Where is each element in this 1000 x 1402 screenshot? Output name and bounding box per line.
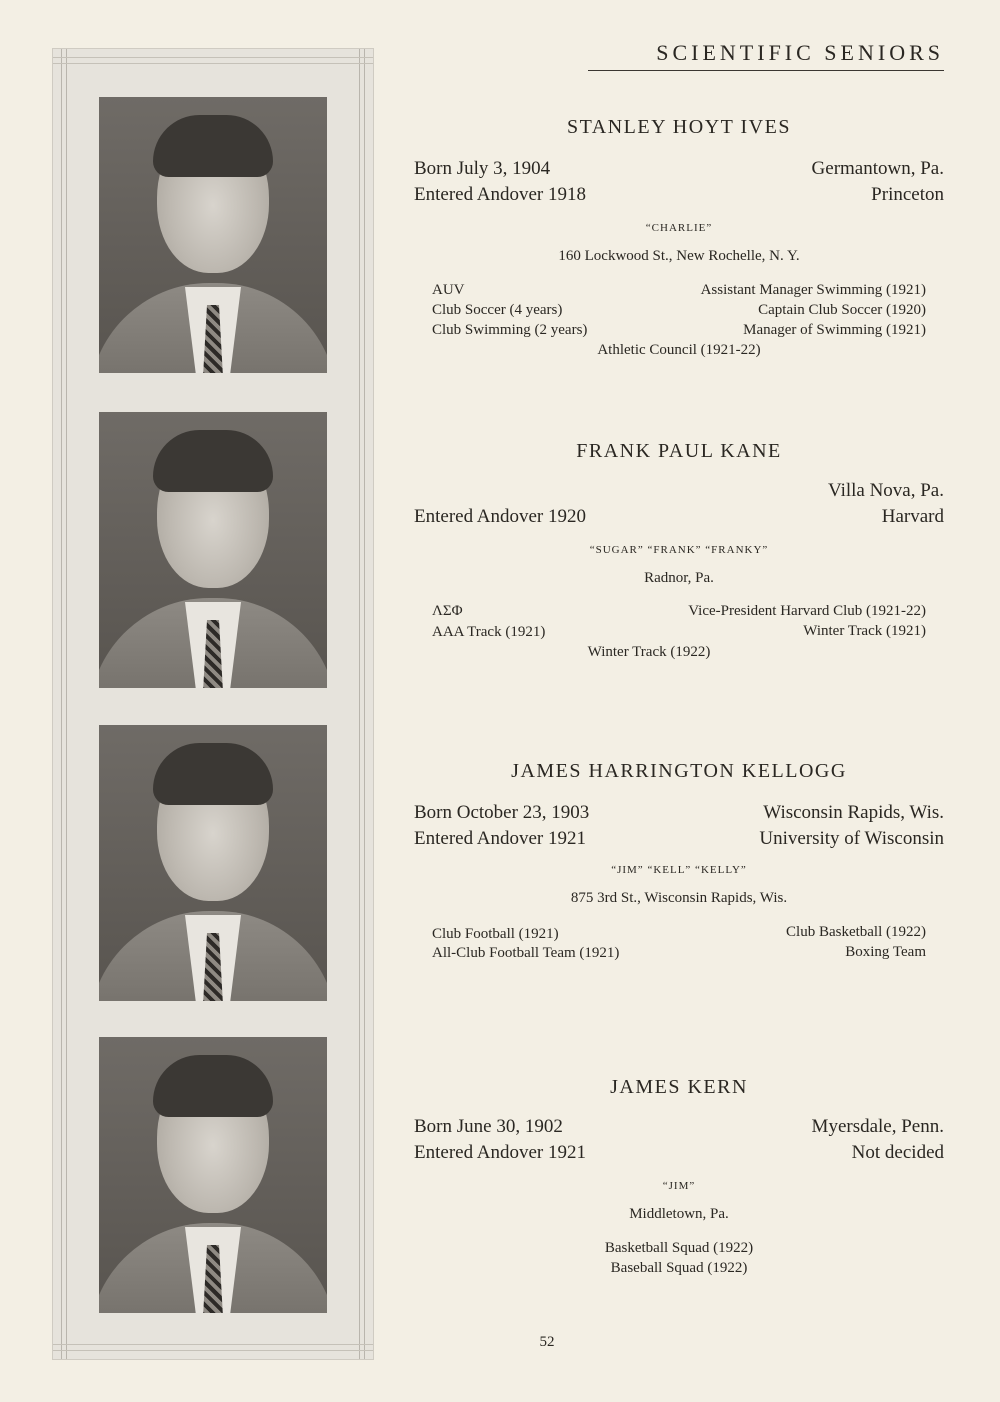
birth-date: Born July 3, 1904 [414, 158, 551, 179]
student-name: FRANK PAUL KANE [576, 440, 782, 462]
hometown: Germantown, Pa. [811, 158, 944, 179]
running-head: SCIENTIFIC SENIORS [656, 40, 944, 65]
activity: Vice-President Harvard Club (1921-22) [688, 603, 926, 619]
student-name: JAMES KERN [610, 1076, 748, 1098]
activity: Boxing Team [845, 944, 926, 960]
nicknames: “JIM” [662, 1180, 696, 1192]
page-number: 52 [539, 1334, 555, 1350]
activity: Winter Track (1922) [587, 644, 711, 660]
activity: Manager of Swimming (1921) [743, 322, 926, 338]
activity: Club Soccer (4 years) [432, 302, 563, 318]
college: Princeton [871, 184, 944, 205]
college: Not decided [851, 1142, 944, 1163]
activity: Athletic Council (1921-22) [597, 342, 761, 358]
activity: Baseball Squad (1922) [610, 1260, 748, 1276]
activity: Basketball Squad (1922) [604, 1240, 754, 1256]
entered-year: Entered Andover 1921 [414, 828, 587, 849]
activity: AUV [432, 282, 465, 298]
activity: AAA Track (1921) [432, 624, 546, 640]
activity: Winter Track (1921) [803, 623, 926, 639]
birth-date: Born June 30, 1902 [414, 1116, 563, 1137]
header-rule [588, 70, 944, 71]
college: University of Wisconsin [759, 828, 944, 849]
birth-date: Born October 23, 1903 [414, 802, 590, 823]
college: Harvard [881, 506, 944, 527]
portrait-photo [99, 97, 327, 373]
activity: Club Football (1921) [432, 926, 559, 942]
portrait-photo [99, 412, 327, 688]
activity: Club Swimming (2 years) [432, 322, 588, 338]
nicknames: “SUGAR” “FRANK” “FRANKY” [589, 544, 769, 556]
hometown: Villa Nova, Pa. [827, 480, 944, 501]
photo-strip [52, 48, 374, 1360]
address: Middletown, Pa. [629, 1206, 729, 1222]
hometown: Myersdale, Penn. [811, 1116, 944, 1137]
address: 160 Lockwood St., New Rochelle, N. Y. [558, 248, 800, 264]
activity: All-Club Football Team (1921) [432, 945, 620, 961]
portrait-photo [99, 1037, 327, 1313]
address: 875 3rd St., Wisconsin Rapids, Wis. [570, 890, 788, 906]
nicknames: “CHARLIE” [645, 222, 713, 234]
student-name: STANLEY HOYT IVES [567, 116, 791, 138]
activity: Captain Club Soccer (1920) [758, 302, 926, 318]
nicknames: “JIM” “KELL” “KELLY” [611, 864, 747, 876]
activity: ΛΣΦ [432, 603, 463, 619]
entered-year: Entered Andover 1918 [414, 184, 587, 205]
activity: Assistant Manager Swimming (1921) [700, 282, 926, 298]
student-name: JAMES HARRINGTON KELLOGG [511, 760, 847, 782]
entered-year: Entered Andover 1920 [414, 506, 587, 527]
entered-year: Entered Andover 1921 [414, 1142, 587, 1163]
address: Radnor, Pa. [644, 570, 714, 586]
activity: Club Basketball (1922) [786, 924, 926, 940]
hometown: Wisconsin Rapids, Wis. [763, 802, 944, 823]
portrait-photo [99, 725, 327, 1001]
